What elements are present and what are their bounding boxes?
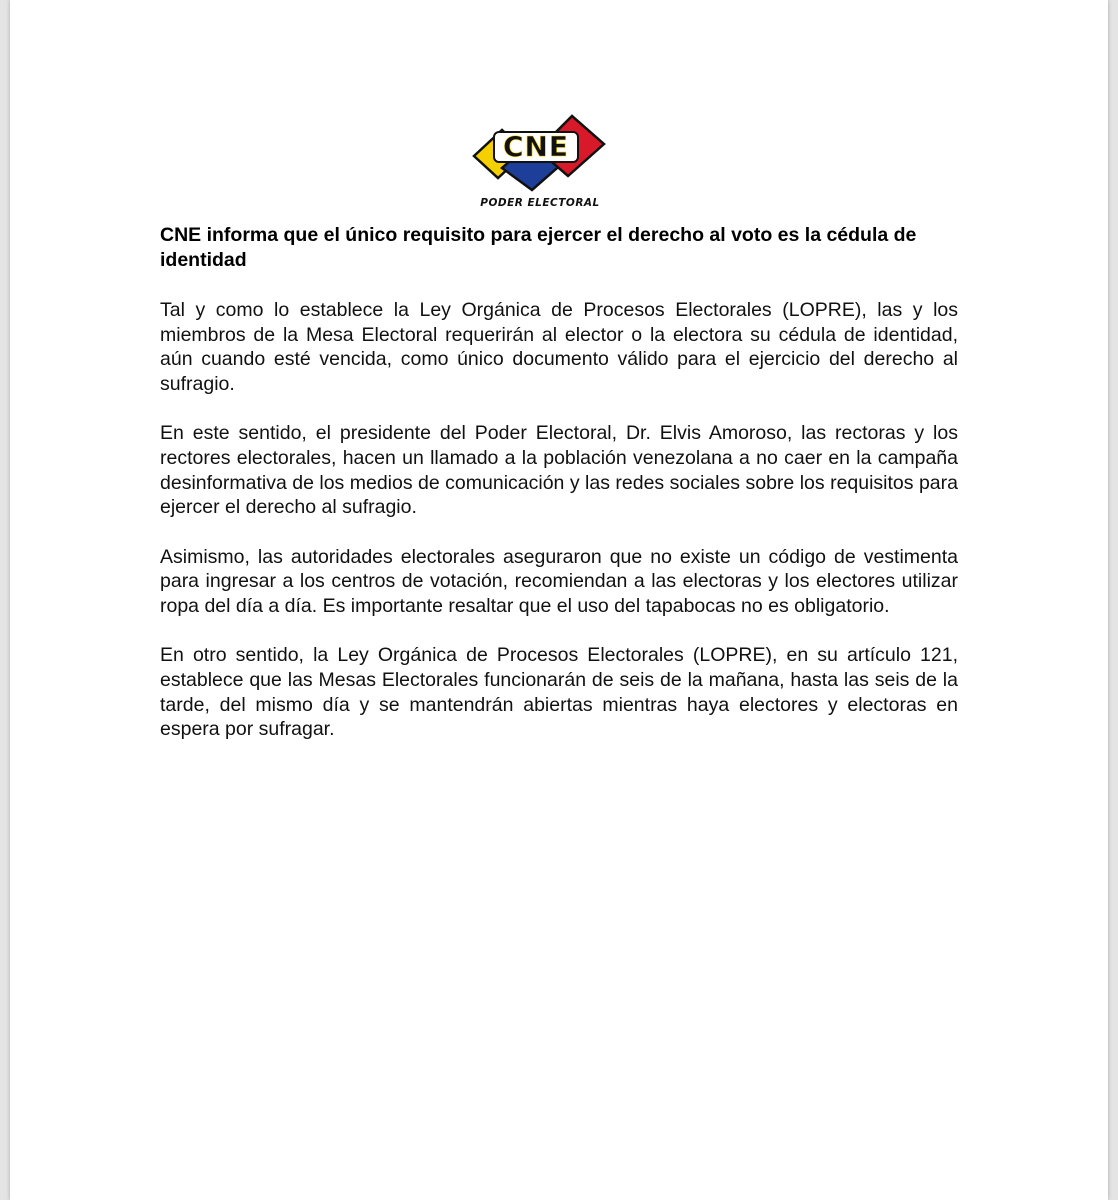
paragraph-4: En otro sentido, la Ley Orgánica de Procesos Electorales (LOPRE), en su artículo 121, establece que las Mesas Electorales funcionarán de seis de la mañana, hasta las seis de la tarde, del mismo día y se mantendrán abiertas mientras haya electores y electoras en espera por sufragar. [160,644,958,741]
paragraph-3: Asimismo, las autoridades electorales aseguraron que no existe un código de vestimenta para ingresar a los centros de votación, recomiendan a las electoras y los electores utilizar ropa del día a día. Es importante resaltar que el uso del tapabocas no es obligatorio. [160,545,958,618]
document-page [10,0,1108,1200]
paragraph-1: Tal y como lo establece la Ley Orgánica de Procesos Electorales (LOPRE), las y los miembros de la Mesa Electoral requerirán al elector o la electora su cédula de identidad, aún cuando esté vencida, como único documento válido para el ejercicio del derecho al sufragio. [160,299,958,396]
document-title: CNE informa que el único requisito para ejercer el derecho al voto es la cédula de identidad [160,224,917,271]
cne-logo [468,104,612,212]
logo-tagline: PODER ELECTORAL [480,197,600,209]
logo-text: CNE [502,130,570,163]
paragraph-2: En este sentido, el presidente del Poder Electoral, Dr. Elvis Amoroso, las rectoras y los rectores electorales, hacen un llamado a la población venezolana a no caer en la campaña desinformativa de los medios de comunicación y las redes sociales sobre los requisitos para ejercer el derecho al sufragio. [160,422,958,519]
document-body [160,298,958,767]
